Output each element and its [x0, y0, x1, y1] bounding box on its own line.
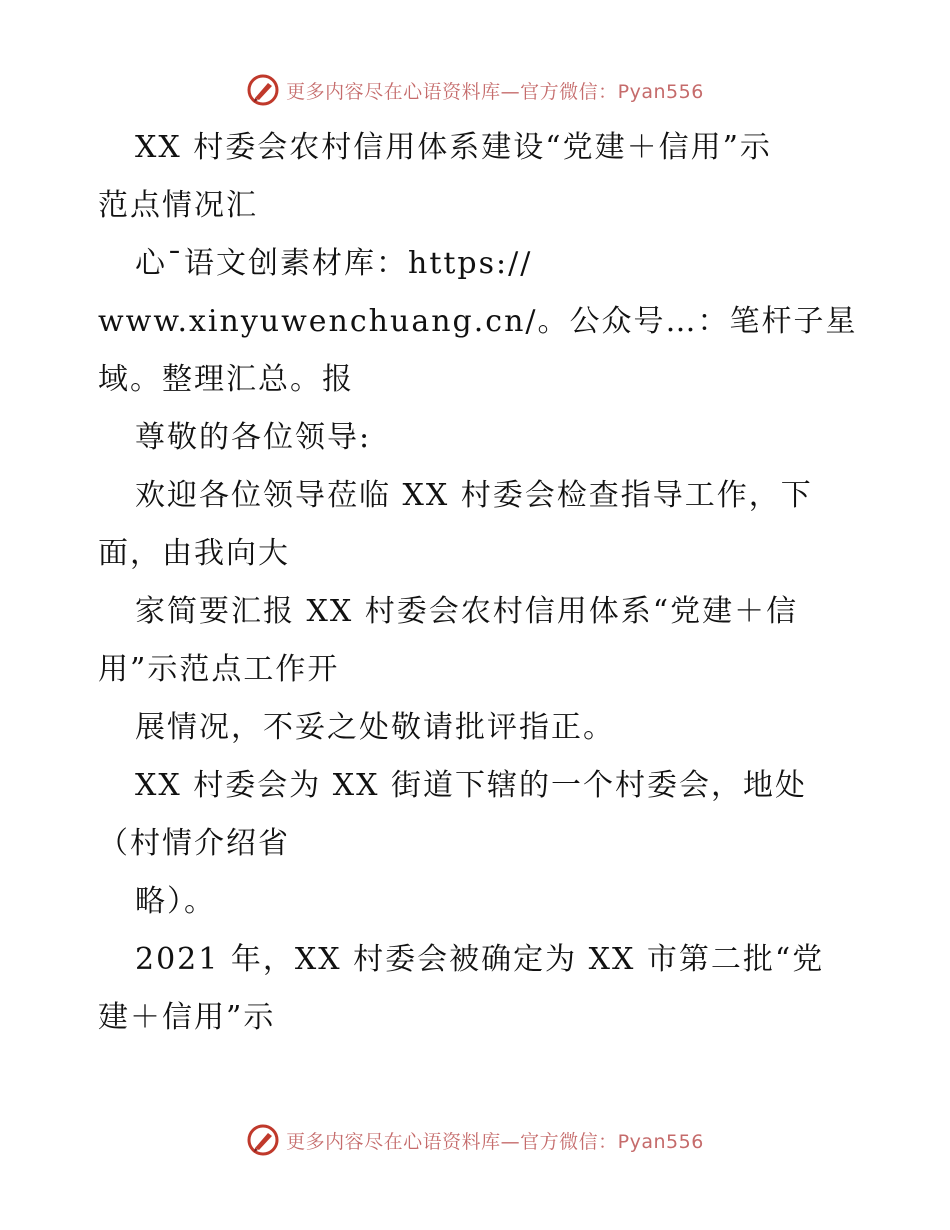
header-banner	[0, 70, 950, 110]
footer-banner	[0, 1120, 950, 1160]
banner-text: 更多内容尽在心语资料库—官方微信：Pyan556	[286, 1130, 704, 1153]
doc-line: XX 村委会为 XX 街道下辖的一个村委会，地处	[135, 768, 808, 803]
doc-line: XX 村委会农村信用体系建设“党建＋信用”示	[135, 130, 772, 165]
banner-text: 更多内容尽在心语资料库—官方微信：Pyan556	[286, 80, 704, 103]
doc-line: 欢迎各位领导莅临 XX 村委会检查指导工作，下	[135, 478, 813, 513]
doc-line: 2021 年，XX 村委会被确定为 XX 市第二批“党	[135, 942, 825, 977]
doc-line: 建＋信用”示	[98, 1000, 276, 1035]
doc-line: 家简要汇报 XX 村委会农村信用体系“党建＋信	[135, 594, 799, 629]
doc-line: 面，由我向大	[98, 536, 290, 571]
pen-seal-icon	[246, 73, 280, 107]
doc-line: 范点情况汇	[98, 188, 258, 223]
doc-line: 展情况，不妥之处敬请批评指正。	[135, 710, 615, 745]
doc-line: www.xinyuwenchuang.cn/。公众号…：笔杆子星	[98, 304, 858, 339]
doc-line: 略）。	[135, 884, 216, 919]
doc-line: 尊敬的各位领导:	[135, 420, 372, 455]
doc-line: （村情介绍省	[98, 826, 290, 861]
pen-seal-icon	[246, 1123, 280, 1157]
doc-line: 用”示范点工作开	[98, 652, 340, 687]
doc-line: 心¯语文创素材库：https://	[135, 246, 533, 281]
doc-line: 域。整理汇总。报	[98, 362, 354, 397]
